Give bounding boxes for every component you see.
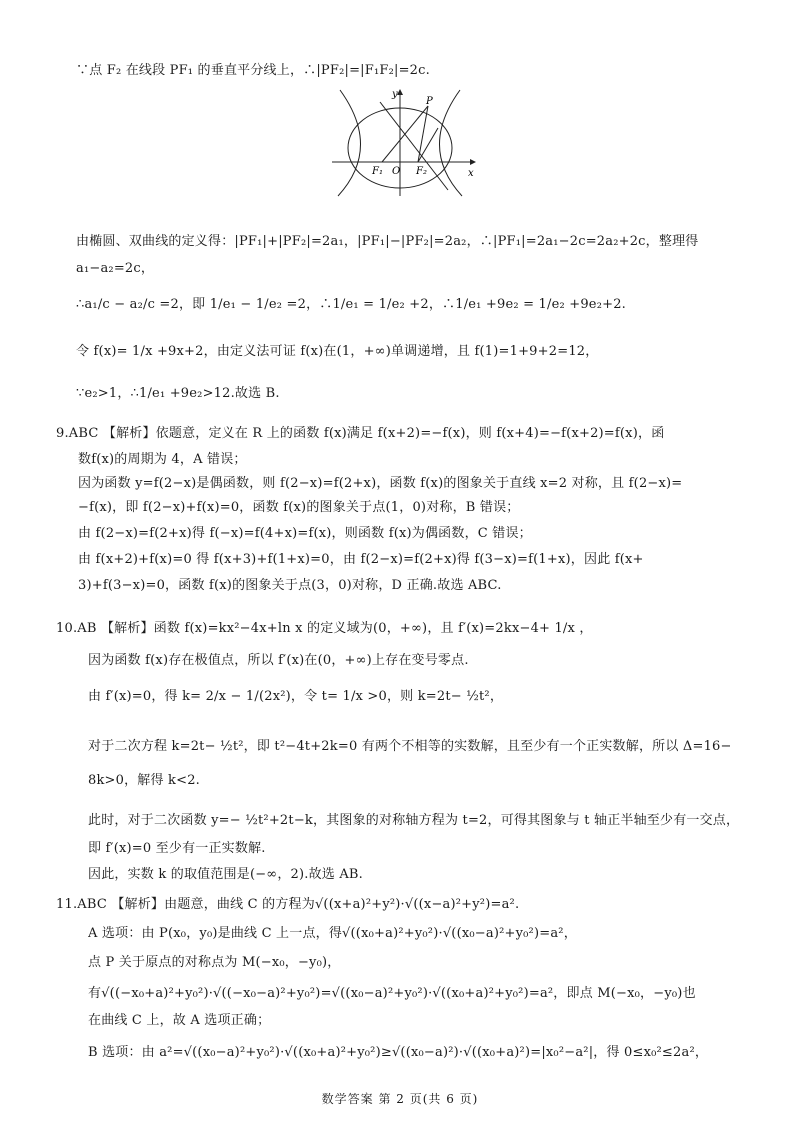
text-line: 8k>0，解得 k<2. (88, 773, 201, 788)
question-10-line: 10.AB 【解析】函数 f(x)=kx²−4x+ln x 的定义域为(0，+∞)，且 f′(x)=2kx−4+ 1/x ， (56, 621, 593, 636)
text-line: 数f(x)的周期为 4，A 错误； (78, 452, 247, 467)
text-line: 对于二次方程 k=2t− ½t²，即 t²−4t+2k=0 有两个不相等的实数解，且至少有一个正实数解，所以 Δ=16− (88, 739, 732, 754)
text-line: 因此，实数 k 的取值范围是(−∞，2).故选 AB. (88, 867, 364, 882)
label-f1: F₁ (372, 166, 383, 177)
text-line: ∵点 F₂ 在线段 PF₁ 的垂直平分线上，∴|PF₂|=|F₁F₂|=2c. (76, 63, 430, 78)
label-f2: F₂ (416, 166, 427, 177)
text-line: 由 f′(x)=0，得 k= 2/x − 1/(2x²)，令 t= 1/x >0，则 k=2t− ½t²， (88, 689, 504, 704)
text-line: a₁−a₂=2c， (76, 261, 155, 276)
label-p: P (426, 96, 433, 107)
text-line: 即 f′(x)=0 至少有一正实数解. (88, 841, 266, 856)
question-11-line: 11.ABC 【解析】由题意，曲线 C 的方程为√((x+a)²+y²)·√((x−a)²+y²)=a². (56, 897, 520, 912)
label-y: y (392, 89, 398, 100)
text-line: 有√((−x₀+a)²+y₀²)·√((−x₀−a)²+y₀²)=√((x₀−a)²+y₀²)·√((x₀+a)²+y₀²)=a²，即点 M(−x₀，−y₀)也 (88, 986, 696, 1001)
text-line: 由 f(x+2)+f(x)=0 得 f(x+3)+f(1+x)=0，由 f(2−x)=f(2+x)得 f(3−x)=f(1+x)，因此 f(x+ (78, 552, 644, 567)
text-line: 因为函数 f(x)存在极值点，所以 f′(x)在(0，+∞)上存在变号零点. (88, 653, 469, 668)
text-line: B 选项：由 a²=√((x₀−a)²+y₀²)·√((x₀+a)²+y₀²)≥√((x₀−a)²)·√((x₀+a)²)=|x₀²−a²|，得 0≤x₀²≤2a²， (88, 1045, 709, 1060)
text-line: 因为函数 y=f(2−x)是偶函数，则 f(2−x)=f(2+x)，函数 f(x)的图象关于直线 x=2 对称，且 f(2−x)= (78, 476, 683, 491)
text-line: 令 f(x)= 1/x +9x+2，由定义法可证 f(x)在(1，+∞)单调递增，且 f(1)=1+9+2=12， (76, 344, 599, 359)
hyperbola-right-branch (439, 90, 462, 196)
text-line: A 选项：由 P(x₀，y₀)是曲线 C 上一点，得√((x₀+a)²+y₀²)·√((x₀−a)²+y₀²)=a²， (88, 926, 577, 941)
hyperbola-left-branch (338, 90, 361, 196)
label-origin: O (392, 166, 401, 177)
y-axis-arrow (397, 89, 403, 95)
page-footer: 数学答案 第 2 页(共 6 页) (321, 1092, 479, 1106)
perpendicular-bisector (380, 102, 448, 190)
text-line: 此时，对于二次函数 y=− ½t²+2t−k，其图象的对称轴方程为 t=2，可得其图象与 t 轴正半轴至少有一交点， (88, 813, 740, 828)
text-line: 点 P 关于原点的对称点为 M(−x₀，−y₀)， (88, 955, 341, 970)
text-line: 3)+f(3−x)=0，函数 f(x)的图象关于点(3，0)对称，D 正确.故选 ABC. (78, 578, 502, 593)
text-line: 在曲线 C 上，故 A 选项正确； (88, 1013, 271, 1028)
text-line: ∴a₁/c − a₂/c =2，即 1/e₁ − 1/e₂ =2，∴1/e₁ = 1/e₂ +2，∴1/e₁ +9e₂ = 1/e₂ +9e₂+2. (76, 297, 626, 312)
x-axis-arrow (470, 159, 476, 165)
text-line: 由椭圆、双曲线的定义得：|PF₁|+|PF₂|=2a₁，|PF₁|−|PF₂|=2a₂，∴|PF₁|=2a₁−2c=2a₂+2c，整理得 (76, 234, 699, 249)
question-9-line: 9.ABC 【解析】依题意，定义在 R 上的函数 f(x)满足 f(x+2)=−f(x)，则 f(x+4)=−f(x+2)=f(x)，函 (56, 426, 665, 441)
label-x: x (468, 168, 474, 179)
ellipse-hyperbola-figure (330, 86, 480, 198)
text-line: −f(x)，即 f(2−x)+f(x)=0，函数 f(x)的图象关于点(1，0)对称，B 错误； (78, 500, 520, 515)
text-line: 由 f(2−x)=f(2+x)得 f(−x)=f(4+x)=f(x)，则函数 f(x)为偶函数，C 错误； (78, 526, 532, 541)
text-line: ∵e₂>1，∴1/e₁ +9e₂>12.故选 B. (76, 386, 280, 401)
